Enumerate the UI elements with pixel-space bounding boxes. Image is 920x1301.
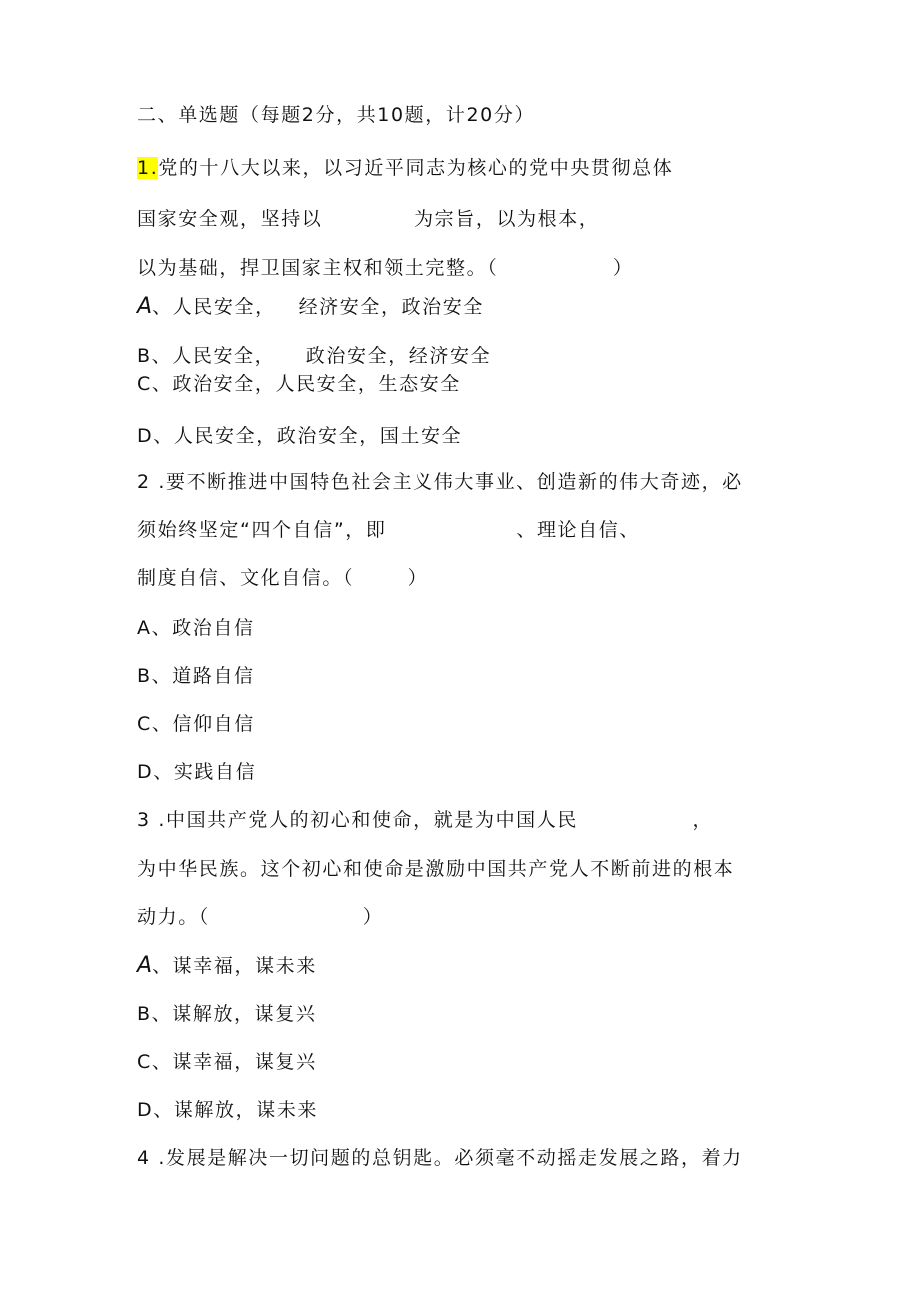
question-1-option-a: A、人民安全， 经济安全，政治安全 xyxy=(137,294,484,319)
question-3-line-1: 3 .中国共产党人的初心和使命，就是为中国人民 ， xyxy=(137,809,714,831)
question-2-option-c: C、信仰自信 xyxy=(137,713,255,735)
question-2-option-b: B、道路自信 xyxy=(137,665,255,687)
question-3-option-b: B、谋解放，谋复兴 xyxy=(137,1003,317,1025)
question-2-line-3: 制度自信、文化自信。（ ） xyxy=(137,567,429,589)
section-title: 二、单选题（每题2分，共10题，计20分） xyxy=(137,104,536,126)
question-3-option-c: C、谋幸福，谋复兴 xyxy=(137,1051,317,1073)
question-1-number-highlight: 1. xyxy=(137,157,159,179)
question-1-option-c: C、政治安全，人民安全，生态安全 xyxy=(137,373,461,395)
question-2-option-d: D、实践自信 xyxy=(137,761,257,783)
question-1-option-b: B、人民安全， 政治安全，经济安全 xyxy=(137,345,492,367)
question-2-line-1: 2 .要不断推进中国特色社会主义伟大事业、创造新的伟大奇迹，必 xyxy=(137,471,743,493)
question-2-line-2: 须始终坚定“四个自信”，即 、理论自信、 xyxy=(137,519,640,541)
question-3-option-d: D、谋解放，谋未来 xyxy=(137,1099,319,1121)
question-4-line-1: 4 .发展是解决一切问题的总钥匙。必须毫不动摇走发展之路，着力 xyxy=(137,1147,743,1169)
question-1-line-3: 以为基础，捍卫国家主权和领土完整。（ ） xyxy=(137,257,634,279)
question-3-line-2: 为中华民族。这个初心和使命是激励中国共产党人不断前进的根本 xyxy=(137,858,735,880)
question-3-option-a: A、谋幸福，谋未来 xyxy=(137,953,317,978)
question-3-line-3: 动力。（ ） xyxy=(137,906,384,928)
question-1-line-2: 国家安全观，坚持以 为宗旨，以为根本， xyxy=(137,208,600,230)
question-1-option-d: D、人民安全，政治安全，国土安全 xyxy=(137,425,463,447)
question-1-line-1: 1.党的十八大以来，以习近平同志为核心的党中央贯彻总体 xyxy=(137,157,674,179)
question-2-option-a: A、政治自信 xyxy=(137,617,255,639)
